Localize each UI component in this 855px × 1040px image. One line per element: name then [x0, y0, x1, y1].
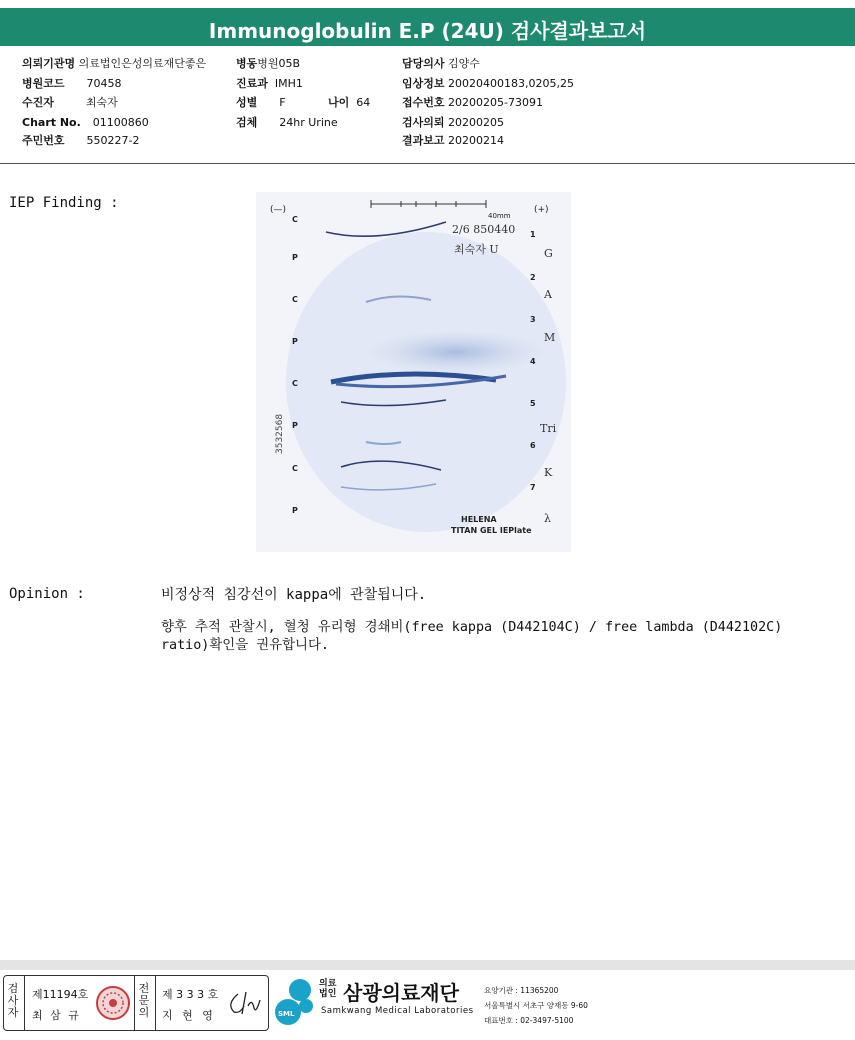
sml-logo	[272, 976, 318, 1030]
plus-pole: (+)	[534, 205, 549, 215]
meta-request-date: 검사의뢰 20200205	[402, 116, 505, 129]
meta-clinical-info: 임상정보 20020400183,0205,25	[402, 77, 574, 90]
lane-letter: P	[292, 337, 298, 346]
gel-brand-line1: HELENA	[461, 515, 497, 524]
meta-sex: 성별 F	[236, 96, 286, 109]
sig-divider	[24, 976, 25, 1030]
meta-ward: 병동병원05B	[236, 57, 301, 70]
org-address: 서울특별시 서초구 양재동 9-60	[484, 1001, 588, 1010]
lane-letter: C	[292, 295, 298, 304]
meta-physician: 담당의사 김양수	[402, 57, 480, 70]
org-prefix: 의료 법인	[319, 979, 337, 999]
sig1-name: 최 삼 규	[32, 1009, 81, 1022]
meta-resident-no: 주민번호 550227-2	[22, 134, 140, 147]
antisera-label: A	[544, 288, 552, 301]
meta-chart-no: Chart No. 01100860	[22, 116, 149, 129]
org-contact	[484, 983, 588, 1028]
sig2-role-vertical: 전 문 의	[138, 982, 150, 1019]
sig-divider	[155, 976, 156, 1030]
header-divider	[0, 163, 855, 164]
org-name-ko: 삼광의료재단	[343, 981, 459, 1005]
side-code: 3532568	[275, 413, 285, 454]
org-phone: 대표번호 : 02-3497-5100	[484, 1016, 574, 1025]
antisera-label: G	[544, 247, 553, 260]
report-title-bar	[0, 8, 855, 46]
antisera-label: K	[544, 466, 553, 479]
lane-number: 3	[530, 315, 536, 324]
report-title: Immunoglobulin E.P (24U) 검사결과보고서	[208, 19, 647, 43]
sig2-license: 제 3 3 3 호	[162, 988, 219, 1001]
handwritten-signature-icon	[224, 986, 264, 1020]
signature-box	[3, 975, 269, 1031]
lane-letter: C	[292, 464, 298, 473]
antisera-label: M	[544, 331, 556, 344]
minus-pole: (—)	[270, 205, 287, 215]
sig1-license: 제11194호	[32, 988, 89, 1001]
lane-number: 5	[530, 399, 536, 408]
opinion-label: Opinion :	[9, 586, 85, 602]
footer-band	[0, 960, 855, 970]
meta-age: 나이 64	[328, 96, 371, 109]
sig-divider	[134, 976, 135, 1030]
meta-receipt-no: 접수번호 20200205-73091	[402, 96, 543, 109]
meta-dept: 진료과 IMH1	[236, 77, 303, 90]
lane-letter: C	[292, 215, 298, 224]
meta-report-date: 결과보고 20200214	[402, 134, 505, 147]
seal-stamp-icon	[94, 984, 132, 1022]
antisera-label: Tri	[540, 422, 557, 435]
meta-hospital-code: 병원코드 70458	[22, 77, 122, 90]
handwritten-name: 최숙자 U	[454, 243, 499, 256]
iep-finding-label: IEP Finding :	[9, 195, 119, 211]
meta-requesting-org: 의뢰기관명 의료법인은성의료재단좋은	[22, 57, 207, 70]
iep-gel-image	[256, 192, 571, 552]
lane-number: 2	[530, 273, 536, 282]
sig2-name: 지 현 영	[162, 1009, 216, 1022]
precipitin-haze	[366, 330, 546, 374]
lane-letter: P	[292, 421, 298, 430]
gel-background	[286, 232, 566, 532]
meta-patient: 수진자 최숙자	[22, 96, 118, 109]
opinion-line-2: 향후 추적 관찰시, 혈청 유리형 경쇄비(free kappa (D442104C) / free lambda (D442102C)	[161, 620, 783, 635]
org-name-en: Samkwang Medical Laboratories	[321, 1006, 474, 1016]
lane-letter: P	[292, 506, 298, 515]
opinion-line-3: ratio)확인을 권유합니다.	[161, 638, 329, 653]
opinion-line-1: 비정상적 침강선이 kappa에 관찰됩니다.	[161, 587, 427, 603]
iep-gel-svg	[256, 192, 571, 552]
scale-label: 40mm	[488, 212, 511, 220]
lane-number: 1	[530, 230, 536, 239]
lane-letter: C	[292, 379, 298, 388]
sml-logo-text: SML	[278, 1010, 295, 1018]
sig1-role-vertical: 검 사 자	[7, 982, 19, 1019]
lane-number: 7	[530, 483, 536, 492]
handwritten-id: 2/6 850440	[452, 223, 516, 236]
lane-letter: P	[292, 253, 298, 262]
org-code: 요양기관 : 11365200	[484, 986, 559, 995]
sml-logo-icon	[272, 976, 318, 1026]
antisera-label: λ	[544, 512, 551, 525]
lane-number: 4	[530, 357, 536, 366]
gel-brand-line2: TITAN GEL IEPlate	[451, 526, 532, 535]
meta-specimen: 검체 24hr Urine	[236, 116, 338, 129]
lane-number: 6	[530, 441, 536, 450]
